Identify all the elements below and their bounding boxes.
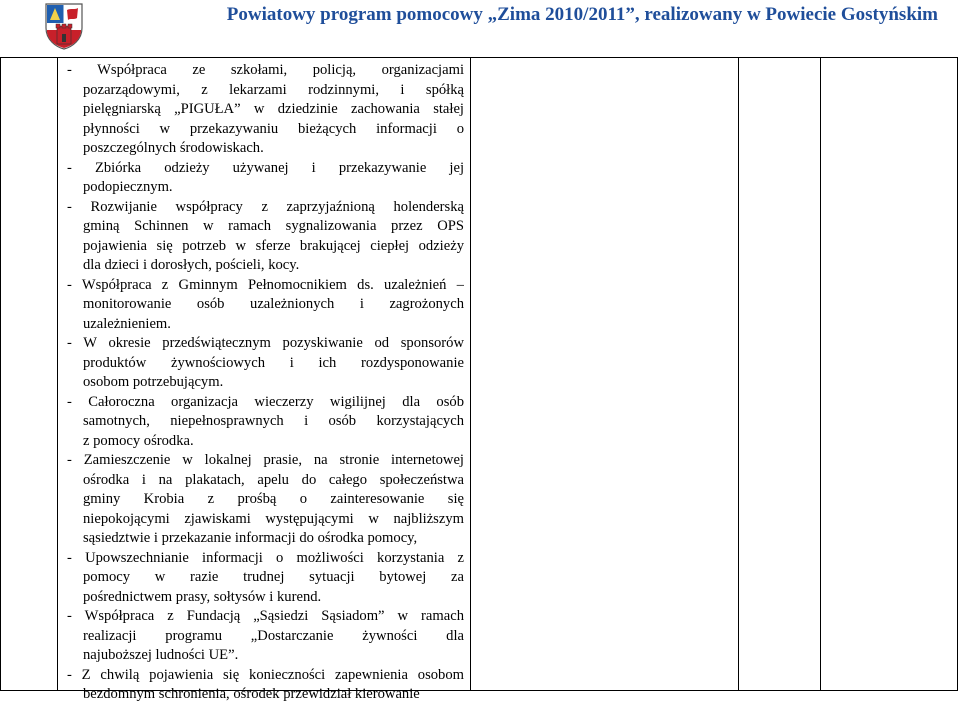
list-item-line: monitorowanie osób uzależnionych i zagrożonych — [83, 296, 464, 312]
list-item-line: produktów żywnościowych i ich rozdysponowanie — [83, 354, 464, 371]
list-item-line: - Współpraca z Gminnym Pełnomocnikiem ds. uzależnień – — [67, 276, 464, 293]
list-item-line: - Z chwilą pojawienia się konieczności zapewnienia osobom — [67, 666, 464, 683]
list-item-line: gminą Schinnen w ramach sygnalizowania przez OPS — [83, 218, 464, 234]
list-item-line: ośrodka i na plakatach, apelu do całego społeczeństwa — [83, 471, 464, 488]
list-item — [67, 549, 464, 608]
list-item-line: osobom potrzebującym. — [83, 374, 224, 390]
table-column-divider — [820, 58, 821, 690]
table-column-divider — [57, 58, 58, 690]
list-item-line: uzależnieniem. — [83, 315, 171, 332]
list-item-line: pośrednictwem prasy, sołtysów i kurend. — [83, 588, 322, 605]
table-border-right — [957, 58, 958, 690]
list-item-line: pozarządowymi, z lekarzami rodzinnymi, i spółką — [83, 81, 464, 98]
list-item-line: najuboższej ludności UE”. — [83, 647, 239, 663]
list-item-line: pojawienia się potrzeb w sferze brakującej ciepłej odzieży — [83, 237, 464, 254]
list-item-line: samotnych, niepełnosprawnych i osób korzystających — [83, 413, 464, 429]
table-border-left — [0, 58, 1, 690]
list-item-line: pomocy w razie trudnej sytuacji bytowej za — [83, 569, 464, 585]
table-column-divider — [738, 58, 739, 690]
list-item-line: - Zbiórka odzieży używanej i przekazywanie jej — [67, 159, 464, 176]
list-item-line: - Całoroczna organizacja wieczerzy wigilijnej dla osób — [67, 393, 464, 410]
list-item — [67, 334, 464, 393]
list-item-line: - Upowszechnianie informacji o możliwości korzystania z — [67, 549, 464, 566]
list-item — [67, 276, 464, 335]
coat-of-arms-icon — [44, 2, 84, 50]
list-item-line: poszczególnych środowiskach. — [83, 140, 264, 156]
list-item-line: - Współpraca ze szkołami, policją, organizacjami — [67, 62, 464, 78]
activities-list — [67, 61, 464, 705]
list-item-line: pielęgniarską „PIGUŁA” w dziedzinie zachowania stałej — [83, 101, 464, 117]
list-item — [67, 61, 464, 159]
list-item — [67, 451, 464, 549]
list-item-line: sąsiedztwie i przekazanie informacji do ośrodka pomocy, — [83, 530, 418, 546]
page-title: Powiatowy program pomocowy „Zima 2010/2011”, realizowany w Powiecie Gostyńskim — [226, 4, 938, 25]
list-item — [67, 159, 464, 198]
content-table — [0, 57, 958, 702]
list-item — [67, 393, 464, 452]
list-item-line: - W okresie przedświątecznym pozyskiwanie od sponsorów — [67, 335, 464, 351]
list-item-line: - Zamieszczenie w lokalnej prasie, na stronie internetowej — [67, 452, 464, 468]
list-item — [67, 198, 464, 276]
list-item — [67, 607, 464, 666]
page-header — [0, 0, 960, 56]
list-item-line: dla dzieci i dorosłych, pościeli, kocy. — [83, 257, 300, 273]
list-item-line: płynności w przekazywaniu bieżących informacji o — [83, 120, 464, 137]
list-item-line: realizacji programu „Dostarczanie żywności dla — [83, 627, 464, 644]
list-item-line: bezdomnym schronienia, ośrodek przewidział kierowanie — [83, 686, 420, 702]
list-item-line: gminy Krobia z prośbą o zainteresowanie się — [83, 491, 464, 507]
list-item-line: niepokojącymi zjawiskami występującymi w najbliższym — [83, 510, 464, 527]
table-column-divider — [470, 58, 471, 690]
list-item-line: z pomocy ośrodka. — [83, 432, 194, 449]
list-item-line: podopiecznym. — [83, 179, 173, 195]
list-item-line: - Rozwijanie współpracy z zaprzyjaźnioną holenderską — [67, 198, 464, 215]
list-item — [67, 666, 464, 705]
list-item-line: - Współpraca z Fundacją „Sąsiedzi Sąsiadom” w ramach — [67, 608, 464, 624]
